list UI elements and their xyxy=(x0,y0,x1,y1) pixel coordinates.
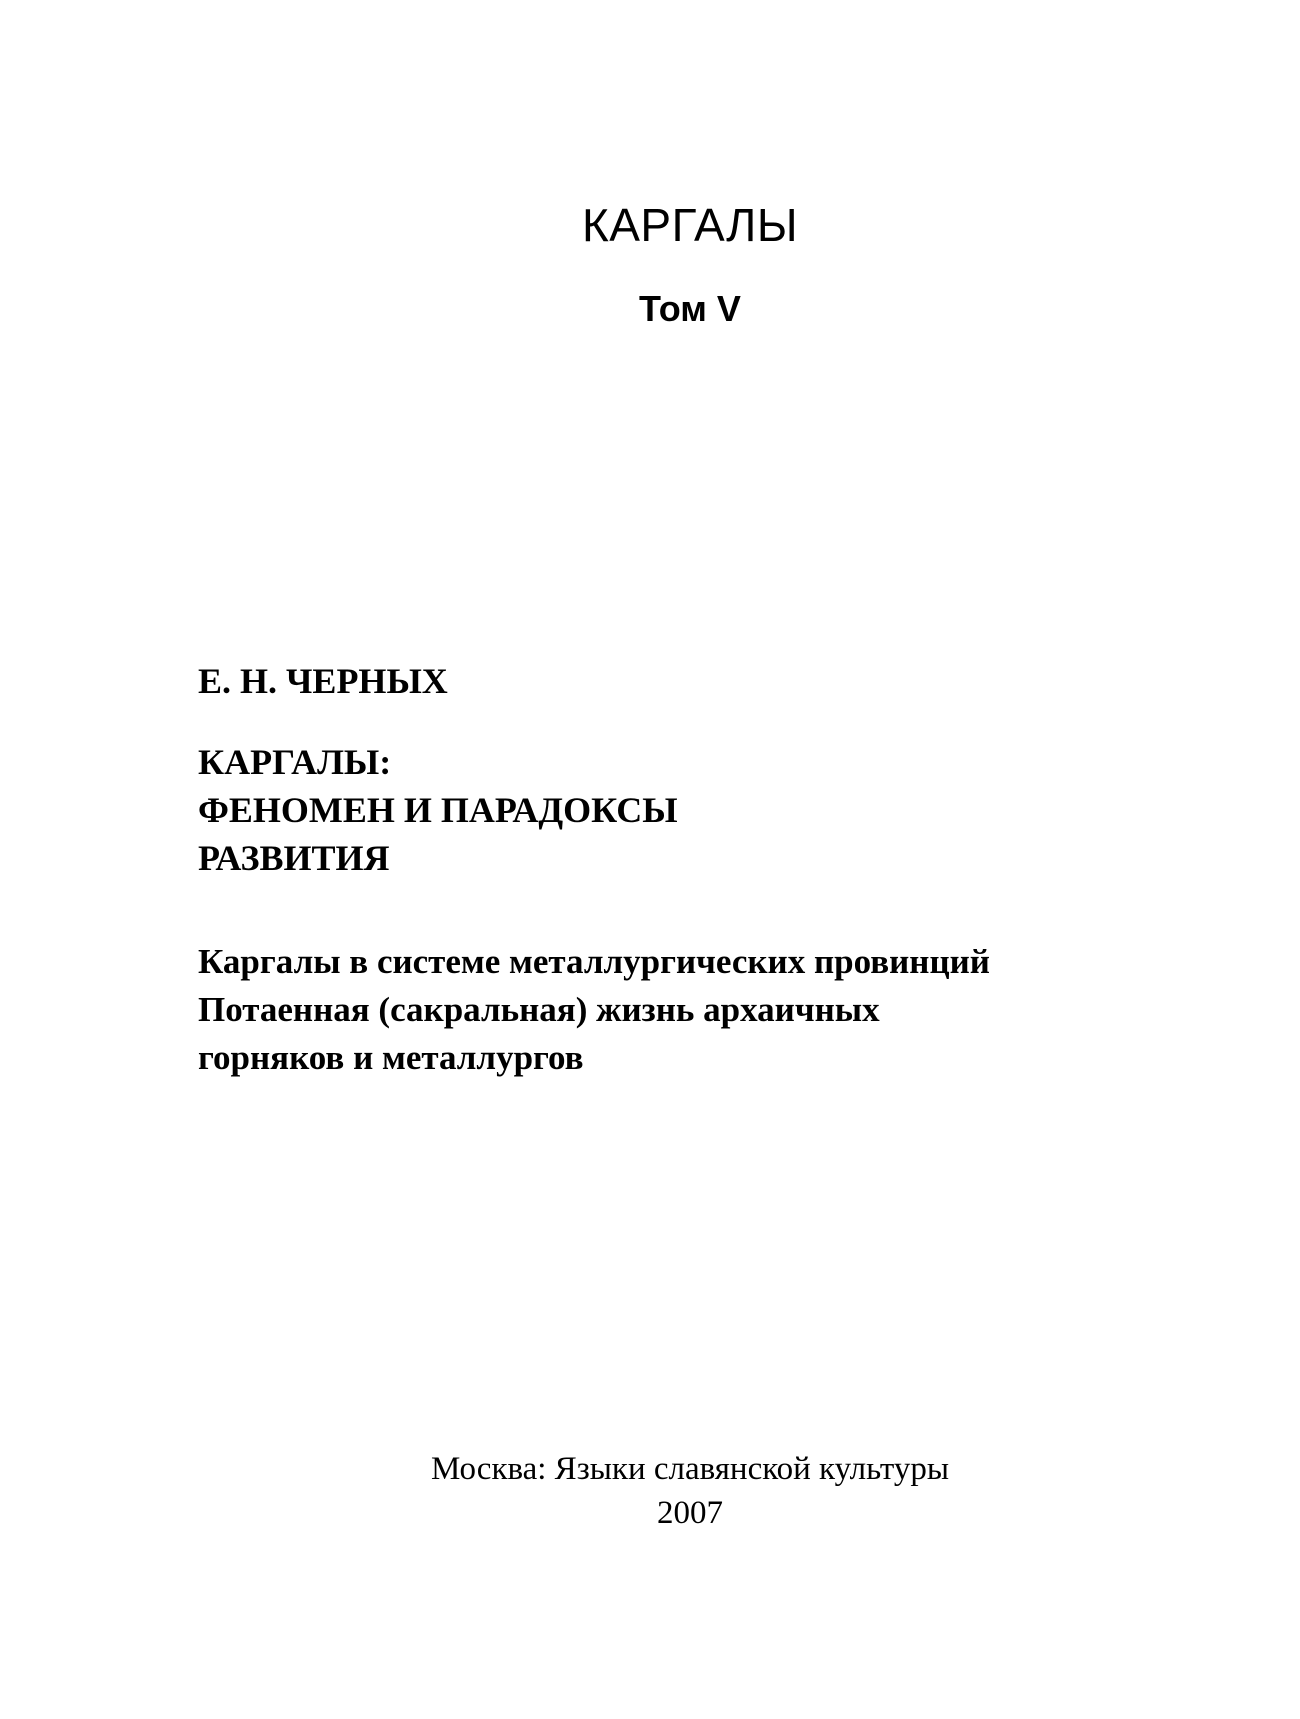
book-subtitle xyxy=(198,938,990,1082)
book-title xyxy=(198,738,678,882)
series-title: КАРГАЛЫ xyxy=(581,199,799,251)
publication-year: 2007 xyxy=(657,1495,723,1531)
subtitle-line: Потаенная (сакральная) жизнь архаичных xyxy=(198,990,880,1029)
book-title-line: ФЕНОМЕН И ПАРАДОКСЫ xyxy=(198,790,678,830)
author-name: Е. Н. ЧЕРНЫХ xyxy=(198,661,448,701)
book-title-line: КАРГАЛЫ: xyxy=(198,742,392,782)
book-title-line: РАЗВИТИЯ xyxy=(198,838,390,878)
publisher: Москва: Языки славянской культуры xyxy=(430,1451,950,1487)
imprint xyxy=(0,1447,1300,1535)
subtitle-line: горняков и металлургов xyxy=(198,1038,584,1077)
volume-number: Том V xyxy=(639,288,741,329)
subtitle-line: Каргалы в системе металлургических провинций xyxy=(198,942,990,981)
